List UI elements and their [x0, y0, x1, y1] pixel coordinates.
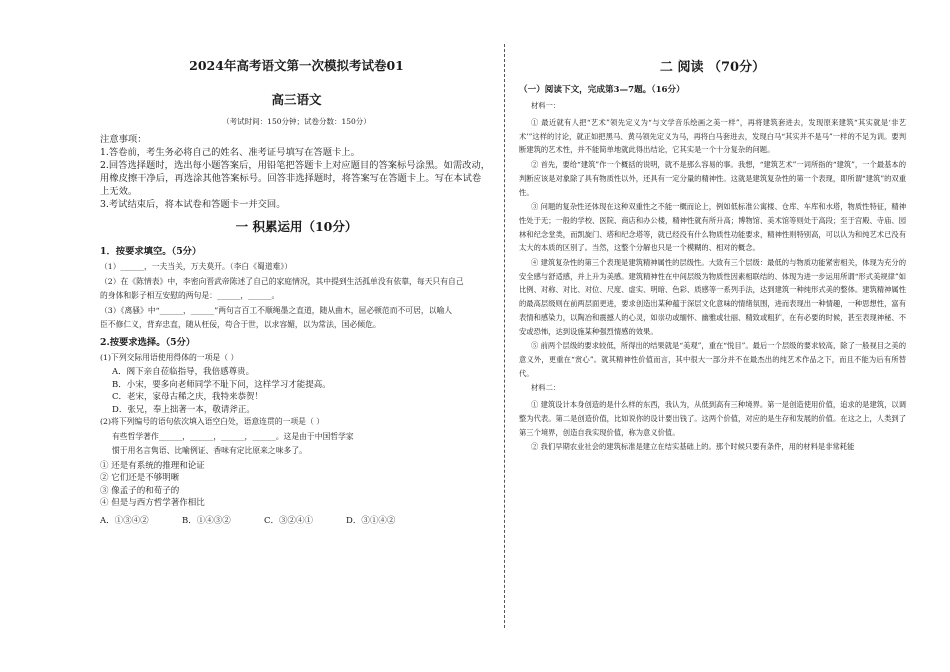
material2-paragraph: ① 建筑设计本身创造的是什么样的东西，我认为，从低到高有三种境界。第一是创造使用价值，追求的是建筑，以调整为代表。第二是创造价值，比如说你的设计要出钱了。这两个价值，对应的是生存和发展的价值。在这之上，人类到了第三个境界，创造自我实现价值，称为意义价值。 — [519, 400, 906, 437]
choice-option: C．③②④① — [264, 515, 314, 526]
choice-option: A．阁下亲自莅临指导，我倍感尊贵。 — [112, 367, 255, 377]
passage-line: 惯于用名言隽语、比喻例证、香味有定比原来之味多了。 — [112, 446, 307, 455]
numbered-item: ① 还是有系统的推理和论证 — [100, 460, 205, 471]
notice-heading: 注意事项： — [100, 134, 147, 145]
notice-list — [100, 146, 493, 211]
exam-subtitle: 高三语文 — [271, 92, 322, 107]
choice-option: D．张兄，奉上拙著一本，敬请斧正。 — [112, 404, 255, 415]
question2b-stem: (2)将下列编号的语句依次填入语空白处，语意连贯的一项是（ ） — [100, 417, 325, 426]
question1-lines — [100, 261, 493, 332]
material2-paragraphs — [519, 398, 906, 454]
question1-line: 臣不修仁义，背弃忠直，随从枉佞，苟合于世，以求容媚，以为常法，国必倾危。 — [100, 320, 381, 329]
numbered-item: ③ 像孟子的和荀子的 — [100, 485, 180, 496]
choice-option: B．小宋，要多向老师同学不耻下问，这样学习才能提高。 — [112, 379, 331, 390]
notice-line: 用橡皮擦干净后，再选涂其他答案标号。回答非选择题时，将答案写在答题卡上。写在本试卷 — [100, 173, 482, 184]
choice-option: D．③①④② — [346, 515, 396, 526]
exam-title: 2024年高考语文第一次模拟考试卷01 — [189, 58, 404, 73]
choice-option: A．①③④② — [100, 515, 149, 526]
material1-paragraph: ② 首先，要给“建筑”作一个概括的说明，就不是那么容易的事。我想，“建筑艺术”一词所指的“建筑”，一个最基本的判断应该是对象除了具有物质性以外，还具有一定分量的精神性。这就是建筑复杂性的第一个表现，即所谓“建筑”的双重性。 — [519, 160, 906, 197]
passage-line: 有些哲学著作______，______，______，______。这是由于中国哲学家 — [112, 431, 354, 441]
section1-title: 一 积累运用（10分） — [235, 219, 358, 234]
notice-line: 3.考试结束后，将本试卷和答题卡一并交回。 — [100, 199, 286, 210]
question2a-options — [100, 366, 493, 416]
material1-paragraphs — [519, 116, 906, 380]
section2-title: 二 阅读 （70分） — [659, 60, 766, 75]
question2a-stem: (1)下列交际用语使用得体的一项是（ ） — [100, 352, 239, 362]
reading-part-heading: （一）阅读下文，完成第3—7题。（16分） — [519, 85, 685, 95]
notice-line: 1.答卷前，考生务必将自己的姓名、准考证号填写在答题卡上。 — [100, 147, 360, 158]
notice-line: 上无效。 — [100, 186, 138, 197]
material1-paragraph: ⑤ 前两个层级的要求较低，所得出的结果就是“美观”，重在“悦目”。最后一个层级的要求较高，除了一般视目之美的意义外，更重在“赏心”。就其精神性价值而言，其中很大一部分并不在最杰出的纯艺术作品之下，而且不能为后有所替代。 — [519, 341, 906, 378]
question2-heading: 2.按要求选择。（5分） — [100, 336, 196, 348]
question1-line: （2）在《陈情表》中，李密向晋武帝陈述了自己的家庭情况，其中提到生活孤单没有依靠，每天只有自己 — [100, 276, 464, 286]
material1-paragraph: ③ 问题的复杂性还体现在这种双重性之不能一概而论上，例如低标准公寓楼、仓库、车库和水塔，物质性特征，精神性处于无；一般的学校、医院、商店和办公楼，精神性就有所升高；博物馆、美术馆等则处于高段；至于宫殿、寺庙、园林和纪念堂类，而凯旋门、塔和纪念塔等，就已经没有什么物质性功能要求，精神性则特别高，可以认为和纯艺术已没有太大的本质的区别了。当然，这整个分解也只是一个模糊的、相对的概念。 — [519, 202, 906, 253]
choice-option: B．①④③② — [182, 515, 231, 526]
material1-label: 材料一： — [531, 101, 561, 110]
numbered-item: ④ 但是与西方哲学著作相比 — [100, 498, 205, 508]
numbered-item: ② 它们还是不够明晰 — [100, 473, 180, 483]
question2b-options — [100, 514, 493, 526]
notice-line: 2.回答选择题时，选出每小题答案后，用铅笔把答题卡上对应题目的答案标号涂黑。如需改动， — [100, 160, 491, 171]
question2b-passage — [100, 431, 493, 458]
material1-paragraph: ① 最近就有人把“艺术”领先定义为“与文学音乐绘画之美一样”，再将建筑套进去，发现原来建筑“其实就是‘非艺术’”这样的讨论，就正如把黑马、黄马领先定义为马，再将白马套进去，发现白马“其实并不是马”一样的不足为训。要判断建筑的艺术性，并不能简单地就此得出结论，它其实是一个十分复杂的问题。 — [519, 118, 906, 155]
right-page — [505, 0, 950, 672]
question1-line: （1）______，一夫当关，万夫莫开。（李白《蜀道难》） — [100, 262, 293, 271]
material2-paragraph: ② 我们早期农业社会的建筑标准是建立在结实基础上的。那个时候只要有条件，用的材料是非常耗能 — [531, 442, 855, 452]
material1-paragraph: ④ 建筑复杂性的第三个表现是建筑精神属性的层级性。大致有三个层级：最低的与物质功能紧密相关，体现为充分的安全感与舒适感，并上升为美感。建筑精神性在中间层级为物质性因素相联结的、体现为进一步运用所谓“形式美规律”如比例、对称、对比、对位、尺度、虚实、明暗、色彩、质感等一系列手法，达到建筑一种纯形式美的整体。建筑精神属性的最高层级则在前两层面更进，要求创造出某种蕴于深层文化意味的情绪氛围，进而表现出一种情趣，一种思想性，富有表情和感染力，以陶冶和震撼人的心灵，如崇功或缅怀、幽雅或壮丽、精致或粗犷，在有必要的时候，甚至表现神秘、不安或恐怖，达到设施某种强烈情感的效果。 — [519, 258, 906, 336]
question2b-items — [100, 460, 493, 510]
exam-info: （考试时间：150分钟；试卷分数：150分） — [222, 117, 371, 126]
material2-label: 材料二： — [531, 383, 561, 393]
choice-option: C．老宋，家母古稀之庆，我特来恭贺！ — [112, 392, 264, 402]
question1-line: 的身体和影子相互安慰的两句是：______，______。 — [100, 291, 280, 300]
question1-line: （3）《离骚》中“______，______”两句言百工不顺绳墨之直道，随从曲木，屈必顿范而不可居，以喻人 — [100, 305, 453, 315]
question1-heading: 1．按要求填空。（5分） — [100, 246, 202, 257]
